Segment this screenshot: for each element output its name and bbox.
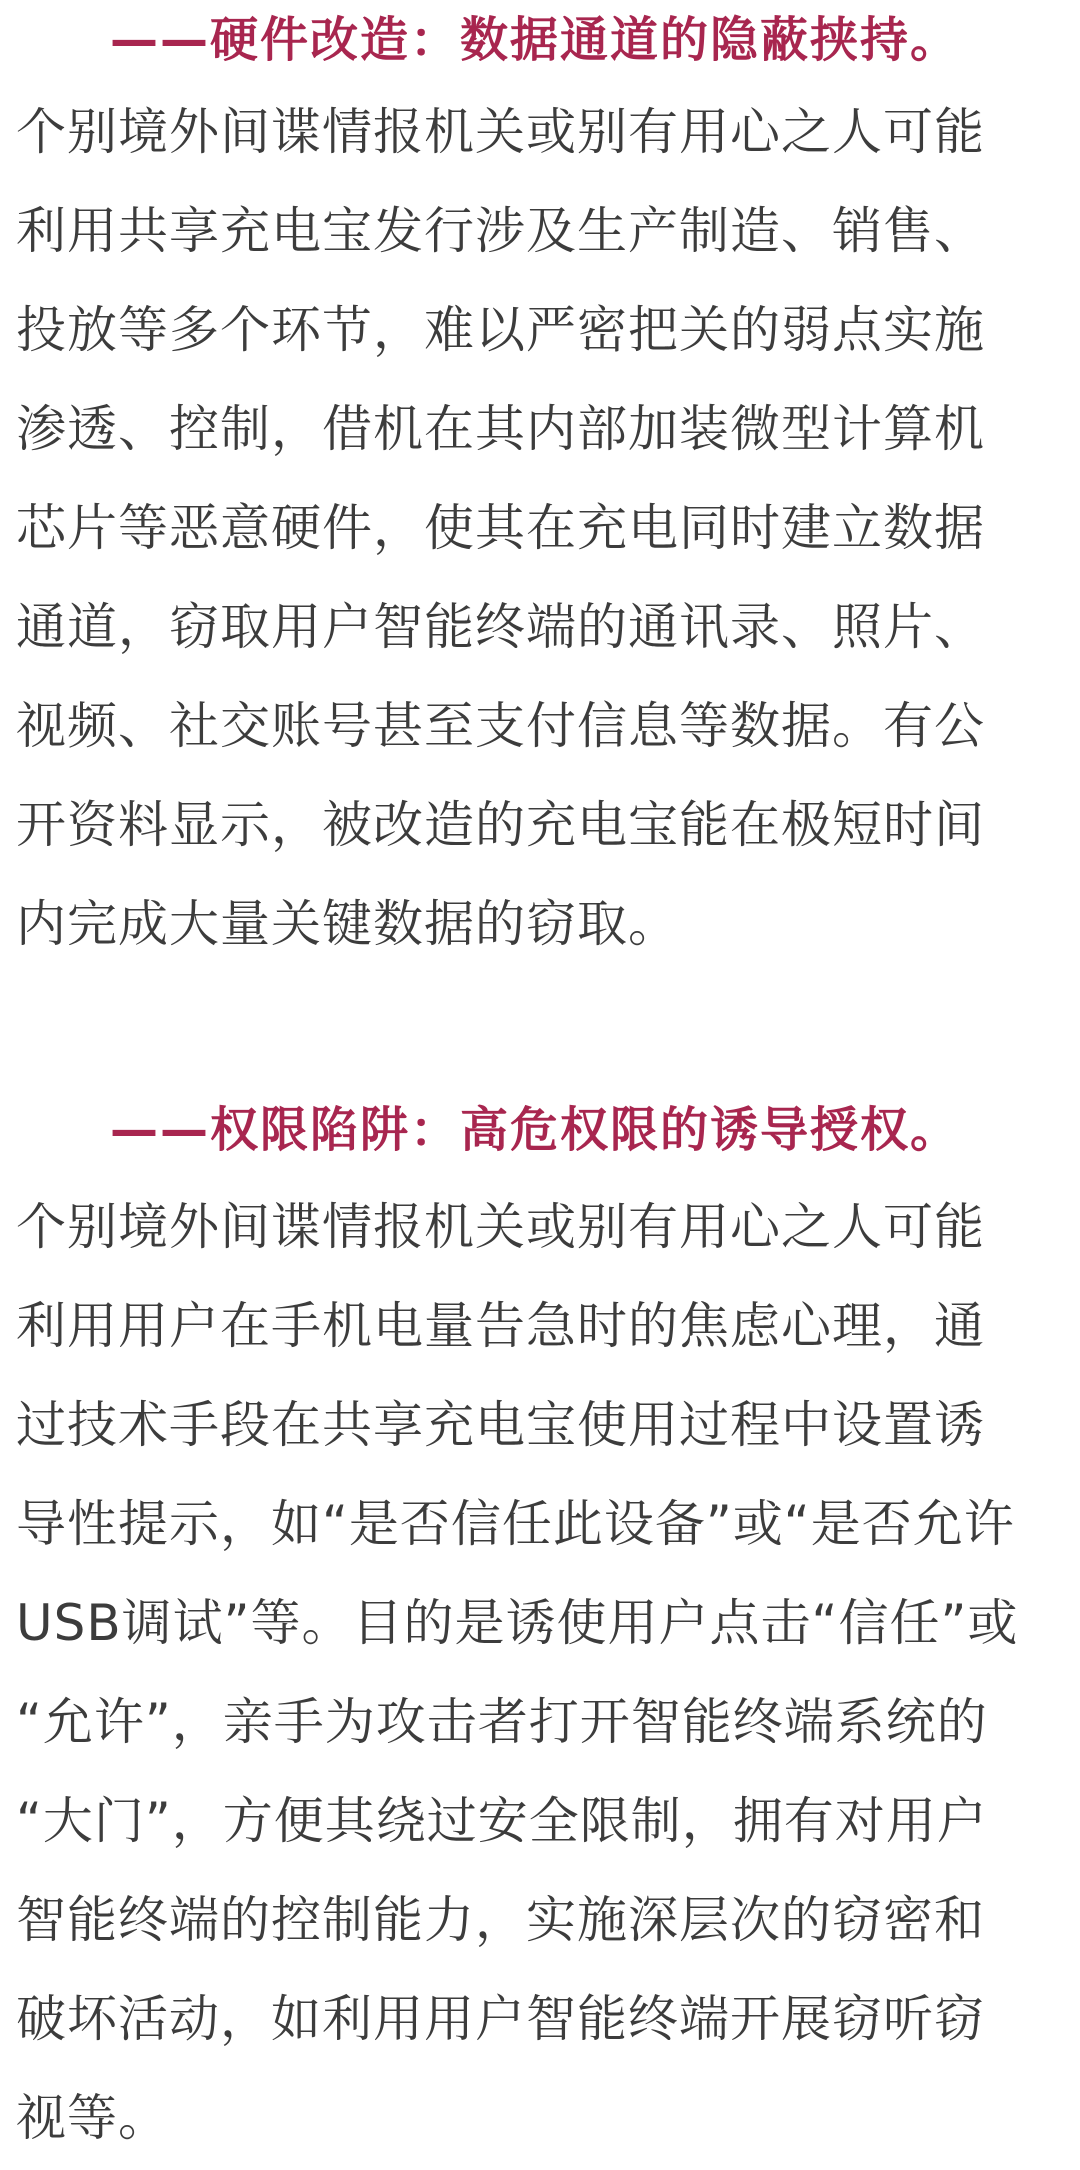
paragraph-line: “大门”，方便其绕过安全限制，拥有对用户 [16,1792,988,1850]
paragraph-line: 视频、社交账号甚至支付信息等数据。有公 [16,697,985,755]
paragraph-line: 利用共享充电宝发行涉及生产制造、销售、 [16,202,985,260]
paragraph-line: 通道，窃取用户智能终端的通讯录、照片、 [16,598,985,656]
section-permission-trap [0,1090,1080,2168]
paragraph-line: 视等。 [16,2089,169,2147]
section-heading: ——权限陷阱：高危权限的诱导授权。 [110,1102,961,1158]
paragraph-line: 芯片等恶意硬件，使其在充电同时建立数据 [16,499,985,557]
paragraph-line: 个别境外间谍情报机关或别有用心之人可能 [16,1198,985,1256]
paragraph-line: 内完成大量关键数据的窃取。 [16,895,679,953]
paragraph-line: 利用用户在手机电量告急时的焦虑心理，通 [16,1297,985,1355]
paragraph-line: 过技术手段在共享充电宝使用过程中设置诱 [16,1396,985,1454]
section-heading: ——硬件改造：数据通道的隐蔽挟持。 [110,12,961,68]
paragraph-line: 渗透、控制，借机在其内部加装微型计算机 [16,400,985,458]
paragraph-line: “允许”，亲手为攻击者打开智能终端系统的 [16,1693,988,1751]
paragraph-line: 个别境外间谍情报机关或别有用心之人可能 [16,103,985,161]
section-paragraph [0,83,1056,974]
paragraph-line: USB调试”等。目的是诱使用户点击“信任”或 [16,1594,1019,1652]
paragraph-line: 投放等多个环节，难以严密把关的弱点实施 [16,301,985,359]
section-paragraph [0,1178,1056,2168]
paragraph-line: 智能终端的控制能力，实施深层次的窃密和 [16,1891,985,1949]
section-hardware-modification [0,0,1080,974]
paragraph-line: 破坏活动，如利用用户智能终端开展窃听窃 [16,1990,985,2048]
paragraph-line: 开资料显示，被改造的充电宝能在极短时间 [16,796,985,854]
paragraph-line: 导性提示，如“是否信任此设备”或“是否允许 [16,1495,1015,1553]
